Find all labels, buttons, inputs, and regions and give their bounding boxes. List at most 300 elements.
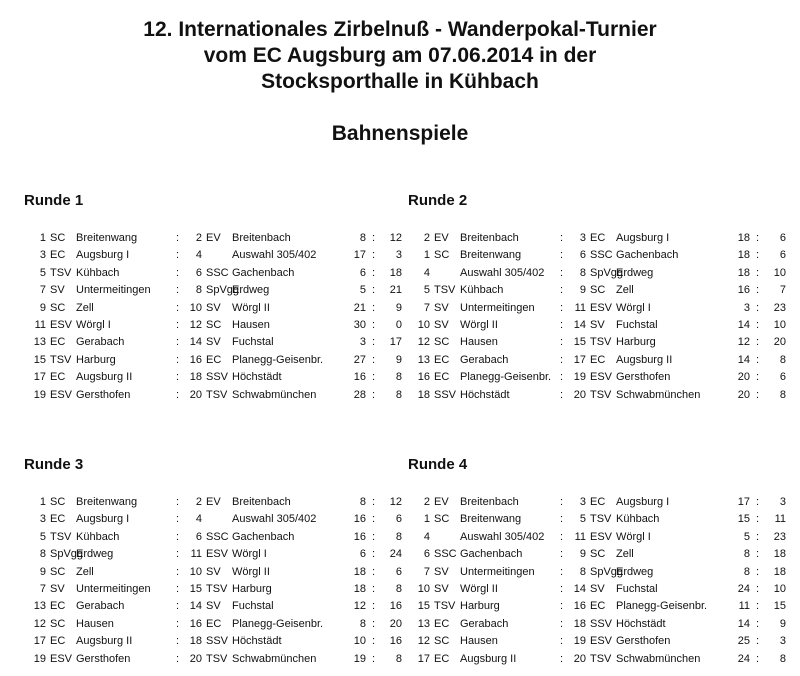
team-name-away: Gersthofen <box>616 635 671 648</box>
separator-colon: : <box>560 635 564 648</box>
separator-colon: : <box>560 513 564 526</box>
score-home: 18 <box>737 266 750 279</box>
score-home: 12 <box>737 336 750 349</box>
separator-colon: : <box>176 266 180 279</box>
team-name-home: Gersthofen <box>76 652 131 665</box>
club-type-away: TSV <box>590 513 612 526</box>
club-type-away: EC <box>206 617 222 630</box>
match-row <box>408 529 798 546</box>
team-name-away: Erdweg <box>616 565 654 578</box>
separator-colon: : <box>560 232 564 244</box>
lane-number-home: 5 <box>39 266 46 279</box>
score-home: 3 <box>743 301 750 314</box>
score-away: 8 <box>395 652 402 665</box>
team-name-away: Planegg-Geisenbr. <box>232 617 324 630</box>
score-home: 6 <box>359 266 366 279</box>
score-away: 21 <box>389 284 402 297</box>
team-name-home: Untermeitingen <box>460 565 535 578</box>
lane-number-away: 3 <box>579 496 586 508</box>
lane-number-away: 18 <box>573 617 586 630</box>
club-type-away: EC <box>590 600 606 613</box>
score-home: 30 <box>353 318 366 331</box>
match-row <box>408 564 798 581</box>
lane-number-away: 8 <box>579 266 586 279</box>
match-row <box>24 247 414 264</box>
lane-number-away: 9 <box>579 548 586 561</box>
separator-colon: : <box>176 249 180 262</box>
team-name-home: Breitenwang <box>76 232 138 244</box>
team-name-away: Wörgl I <box>616 530 651 543</box>
club-type-away: SSV <box>206 371 229 384</box>
lane-number-home: 4 <box>423 530 430 543</box>
club-type-away: SpVgg <box>590 266 624 279</box>
round-title: Runde 1 <box>24 192 84 209</box>
lane-number-home: 17 <box>417 652 430 665</box>
team-name-home: Gerabach <box>460 353 509 366</box>
lane-number-away: 14 <box>189 600 202 613</box>
club-type-away: ESV <box>590 301 613 314</box>
lane-number-away: 20 <box>573 388 586 401</box>
separator-colon: : <box>176 371 180 384</box>
lane-number-away: 15 <box>189 582 202 595</box>
team-name-away: Auswahl 305/402 <box>232 513 317 526</box>
lane-number-away: 14 <box>573 582 586 595</box>
club-type-home: SC <box>50 232 66 244</box>
team-name-away: Fuchstal <box>232 600 274 613</box>
team-name-home: Untermeitingen <box>460 301 535 314</box>
document-subtitle: Bahnenspiele <box>331 122 469 145</box>
score-home: 3 <box>359 336 366 349</box>
club-type-away: SV <box>206 565 221 578</box>
score-home: 27 <box>353 353 366 366</box>
team-name-home: Breitenbach <box>460 496 519 508</box>
club-type-away: SV <box>206 301 221 314</box>
lane-number-away: 16 <box>189 353 202 366</box>
score-colon: : <box>372 600 376 613</box>
club-type-away: TSV <box>206 388 228 401</box>
team-name-home: Gerabach <box>76 600 125 613</box>
lane-number-home: 13 <box>417 617 430 630</box>
score-home: 5 <box>359 284 366 297</box>
match-row <box>408 334 798 351</box>
score-colon: : <box>372 652 376 665</box>
club-type-home: EV <box>434 496 449 508</box>
match-row <box>24 387 414 404</box>
lane-number-home: 2 <box>423 496 430 508</box>
score-home: 16 <box>353 530 366 543</box>
team-name-home: Kühbach <box>460 284 504 297</box>
match-row <box>24 230 414 247</box>
separator-colon: : <box>176 530 180 543</box>
separator-colon: : <box>560 336 564 349</box>
club-type-home: SV <box>50 284 65 297</box>
score-home: 18 <box>353 582 366 595</box>
club-type-home: SC <box>50 496 66 508</box>
team-name-home: Planegg-Geisenbr. <box>460 371 552 384</box>
club-type-home: EC <box>50 336 66 349</box>
lane-number-away: 15 <box>573 336 586 349</box>
separator-colon: : <box>176 353 180 366</box>
team-name-away: Gachenbach <box>616 249 679 262</box>
club-type-away: SV <box>590 582 605 595</box>
team-name-away: Planegg-Geisenbr. <box>616 600 708 613</box>
lane-number-away: 2 <box>195 496 202 508</box>
score-colon: : <box>756 582 760 595</box>
score-away: 6 <box>395 565 402 578</box>
lane-number-away: 18 <box>189 635 202 648</box>
score-away: 8 <box>779 388 786 401</box>
score-colon: : <box>372 232 376 244</box>
score-away: 10 <box>773 266 786 279</box>
team-name-home: Augsburg I <box>76 249 130 262</box>
team-name-away: Auswahl 305/402 <box>232 249 317 262</box>
match-row <box>24 352 414 369</box>
score-home: 11 <box>738 600 750 613</box>
team-name-away: Schwabmünchen <box>616 388 701 401</box>
team-name-home: Augsburg II <box>76 635 133 648</box>
score-colon: : <box>756 249 760 262</box>
lane-number-away: 19 <box>573 635 586 648</box>
score-home: 14 <box>737 318 750 331</box>
match-row <box>408 387 798 404</box>
lane-number-home: 12 <box>33 617 46 630</box>
separator-colon: : <box>176 652 180 665</box>
round-1 <box>24 192 414 404</box>
team-name-home: Augsburg II <box>460 652 517 665</box>
score-home: 15 <box>737 513 750 526</box>
club-type-away: ESV <box>206 548 229 561</box>
lane-number-away: 18 <box>189 371 202 384</box>
club-type-away: EC <box>590 232 606 244</box>
team-name-away: Breitenbach <box>232 232 291 244</box>
team-name-away: Höchstädt <box>616 617 666 630</box>
score-home: 12 <box>353 600 366 613</box>
score-colon: : <box>372 530 376 543</box>
club-type-away: SC <box>206 318 222 331</box>
lane-number-home: 18 <box>417 388 430 401</box>
separator-colon: : <box>176 582 180 595</box>
club-type-away: SSC <box>206 530 229 543</box>
score-home: 18 <box>353 565 366 578</box>
score-away: 23 <box>773 530 786 543</box>
separator-colon: : <box>560 600 564 613</box>
match-row <box>24 564 414 581</box>
lane-number-home: 4 <box>423 266 430 279</box>
score-home: 8 <box>743 548 750 561</box>
match-row <box>408 300 798 317</box>
match-row <box>408 247 798 264</box>
score-away: 18 <box>773 548 786 561</box>
club-type-home: TSV <box>50 266 72 279</box>
document-title-line3: Stocksporthalle in Kühbach <box>261 70 539 93</box>
separator-colon: : <box>176 496 180 508</box>
club-type-away: ESV <box>590 530 613 543</box>
score-away: 23 <box>773 301 786 314</box>
lane-number-away: 11 <box>574 301 586 314</box>
team-name-home: Gachenbach <box>460 548 523 561</box>
club-type-away: SpVgg <box>590 565 624 578</box>
lane-number-home: 19 <box>33 652 46 665</box>
lane-number-home: 1 <box>423 513 430 526</box>
match-row <box>24 581 414 598</box>
separator-colon: : <box>176 301 180 314</box>
team-name-away: Kühbach <box>616 513 660 526</box>
club-type-home: SV <box>434 301 449 314</box>
separator-colon: : <box>560 301 564 314</box>
lane-number-away: 6 <box>195 266 202 279</box>
match-row <box>24 494 414 511</box>
lane-number-home: 17 <box>33 371 46 384</box>
team-name-away: Gachenbach <box>232 530 295 543</box>
club-type-home: SV <box>434 565 449 578</box>
club-type-home: SC <box>50 301 66 314</box>
score-home: 8 <box>359 496 366 508</box>
club-type-home: SSV <box>434 388 457 401</box>
score-home: 16 <box>353 513 366 526</box>
team-name-away: Wörgl II <box>232 565 270 578</box>
team-name-away: Erdweg <box>616 266 654 279</box>
score-colon: : <box>372 388 376 401</box>
score-colon: : <box>756 617 760 630</box>
match-row <box>24 511 414 528</box>
score-colon: : <box>756 548 760 561</box>
lane-number-away: 20 <box>189 388 202 401</box>
lane-number-away: 17 <box>573 353 586 366</box>
score-away: 3 <box>779 635 786 648</box>
lane-number-away: 2 <box>195 232 202 244</box>
club-type-away: SSC <box>590 249 613 262</box>
separator-colon: : <box>560 582 564 595</box>
club-type-away: TSV <box>206 582 228 595</box>
team-name-home: Kühbach <box>76 530 120 543</box>
club-type-away: EV <box>206 232 221 244</box>
lane-number-home: 10 <box>417 582 430 595</box>
match-row <box>408 511 798 528</box>
score-away: 9 <box>395 353 402 366</box>
team-name-away: Erdweg <box>232 284 270 297</box>
team-name-home: Hausen <box>460 336 498 349</box>
score-colon: : <box>756 600 760 613</box>
match-list <box>408 494 798 668</box>
club-type-away: SC <box>590 284 606 297</box>
lane-number-away: 12 <box>189 318 202 331</box>
score-colon: : <box>756 530 760 543</box>
lane-number-away: 19 <box>573 371 586 384</box>
club-type-home: EC <box>50 513 66 526</box>
team-name-home: Breitenwang <box>76 496 138 508</box>
lane-number-away: 9 <box>579 284 586 297</box>
score-home: 24 <box>737 582 750 595</box>
score-home: 18 <box>737 249 750 262</box>
team-name-away: Augsburg I <box>616 496 670 508</box>
team-name-home: Untermeitingen <box>76 582 151 595</box>
match-row <box>408 598 798 615</box>
team-name-away: Harburg <box>616 336 656 349</box>
club-type-away: SpVgg <box>206 284 240 297</box>
club-type-home: EV <box>434 232 449 244</box>
score-away: 8 <box>779 353 786 366</box>
club-type-away: SSV <box>206 635 229 648</box>
score-colon: : <box>756 371 760 384</box>
separator-colon: : <box>176 565 180 578</box>
club-type-home: SC <box>50 617 66 630</box>
score-colon: : <box>756 496 760 508</box>
score-away: 24 <box>389 548 402 561</box>
score-colon: : <box>372 336 376 349</box>
team-name-away: Höchstädt <box>232 371 282 384</box>
score-away: 11 <box>774 513 786 526</box>
team-name-away: Schwabmünchen <box>232 652 317 665</box>
club-type-home: SC <box>434 249 450 262</box>
score-colon: : <box>756 301 760 314</box>
separator-colon: : <box>560 548 564 561</box>
lane-number-home: 5 <box>423 284 430 297</box>
score-colon: : <box>756 353 760 366</box>
club-type-home: EC <box>50 635 66 648</box>
score-home: 21 <box>353 301 366 314</box>
match-row <box>24 317 414 334</box>
score-colon: : <box>372 513 376 526</box>
round-title: Runde 3 <box>24 456 84 473</box>
team-name-away: Fuchstal <box>616 318 658 331</box>
score-home: 6 <box>359 548 366 561</box>
score-colon: : <box>372 371 376 384</box>
separator-colon: : <box>560 371 564 384</box>
score-away: 12 <box>389 496 402 508</box>
lane-number-home: 13 <box>417 353 430 366</box>
separator-colon: : <box>176 617 180 630</box>
round-4 <box>408 456 798 668</box>
team-name-home: Augsburg I <box>76 513 130 526</box>
lane-number-home: 3 <box>39 513 46 526</box>
club-type-away: ESV <box>590 371 613 384</box>
team-name-away: Wörgl I <box>616 301 651 314</box>
club-type-home: SV <box>434 318 449 331</box>
lane-number-away: 20 <box>189 652 202 665</box>
team-name-home: Auswahl 305/402 <box>460 530 545 543</box>
lane-number-home: 1 <box>39 232 46 244</box>
lane-number-home: 2 <box>423 232 430 244</box>
score-away: 10 <box>773 582 786 595</box>
team-name-home: Wörgl II <box>460 582 498 595</box>
match-list <box>24 494 414 668</box>
team-name-home: Breitenwang <box>460 513 522 526</box>
team-name-home: Erdweg <box>76 548 114 561</box>
lane-number-home: 15 <box>417 600 430 613</box>
match-row <box>24 598 414 615</box>
lane-number-away: 16 <box>189 617 202 630</box>
club-type-home: SpVgg <box>50 548 84 561</box>
match-row <box>24 369 414 386</box>
score-away: 7 <box>779 284 786 297</box>
team-name-away: Gachenbach <box>232 266 295 279</box>
lane-number-home: 6 <box>423 548 430 561</box>
score-home: 19 <box>353 652 366 665</box>
club-type-away: EV <box>206 496 221 508</box>
separator-colon: : <box>176 284 180 297</box>
score-away: 15 <box>773 600 786 613</box>
team-name-home: Zell <box>76 565 94 578</box>
team-name-home: Hausen <box>460 635 498 648</box>
score-colon: : <box>756 318 760 331</box>
club-type-away: SSV <box>590 617 613 630</box>
score-away: 16 <box>389 600 402 613</box>
match-row <box>24 651 414 668</box>
separator-colon: : <box>176 388 180 401</box>
lane-number-away: 14 <box>573 318 586 331</box>
score-home: 8 <box>743 565 750 578</box>
match-list <box>24 230 414 404</box>
match-row <box>408 546 798 563</box>
score-away: 6 <box>395 513 402 526</box>
score-away: 20 <box>773 336 786 349</box>
club-type-home: SC <box>434 336 450 349</box>
score-home: 14 <box>737 617 750 630</box>
separator-colon: : <box>560 353 564 366</box>
score-colon: : <box>372 635 376 648</box>
score-home: 5 <box>743 530 750 543</box>
score-away: 9 <box>395 301 402 314</box>
team-name-home: Gerabach <box>460 617 509 630</box>
score-home: 18 <box>737 232 750 244</box>
score-home: 17 <box>737 496 750 508</box>
separator-colon: : <box>560 565 564 578</box>
score-colon: : <box>756 336 760 349</box>
score-colon: : <box>756 266 760 279</box>
team-name-home: Untermeitingen <box>76 284 151 297</box>
score-home: 16 <box>353 371 366 384</box>
lane-number-away: 4 <box>195 513 202 526</box>
lane-number-home: 11 <box>34 318 46 331</box>
club-type-home: ESV <box>50 388 73 401</box>
match-row <box>408 651 798 668</box>
lane-number-away: 8 <box>195 284 202 297</box>
score-colon: : <box>372 565 376 578</box>
separator-colon: : <box>176 513 180 526</box>
match-row <box>408 352 798 369</box>
lane-number-home: 17 <box>33 635 46 648</box>
score-away: 8 <box>395 582 402 595</box>
score-colon: : <box>756 232 760 244</box>
club-type-away: SC <box>590 548 606 561</box>
match-row <box>24 546 414 563</box>
score-away: 9 <box>779 617 786 630</box>
match-row <box>24 616 414 633</box>
separator-colon: : <box>176 635 180 648</box>
team-name-away: Hausen <box>232 318 270 331</box>
club-type-home: SC <box>50 565 66 578</box>
lane-number-away: 16 <box>573 600 586 613</box>
score-away: 17 <box>389 336 402 349</box>
separator-colon: : <box>176 336 180 349</box>
team-name-away: Gersthofen <box>616 371 671 384</box>
team-name-home: Harburg <box>76 353 116 366</box>
club-type-home: SSC <box>434 548 457 561</box>
score-colon: : <box>372 353 376 366</box>
match-row <box>24 334 414 351</box>
score-colon: : <box>756 513 760 526</box>
club-type-home: EC <box>434 617 450 630</box>
lane-number-home: 9 <box>39 565 46 578</box>
match-row <box>24 300 414 317</box>
separator-colon: : <box>560 266 564 279</box>
separator-colon: : <box>176 600 180 613</box>
team-name-away: Höchstädt <box>232 635 282 648</box>
club-type-home: TSV <box>434 600 456 613</box>
match-row <box>24 633 414 650</box>
lane-number-home: 1 <box>423 249 430 262</box>
separator-colon: : <box>560 388 564 401</box>
